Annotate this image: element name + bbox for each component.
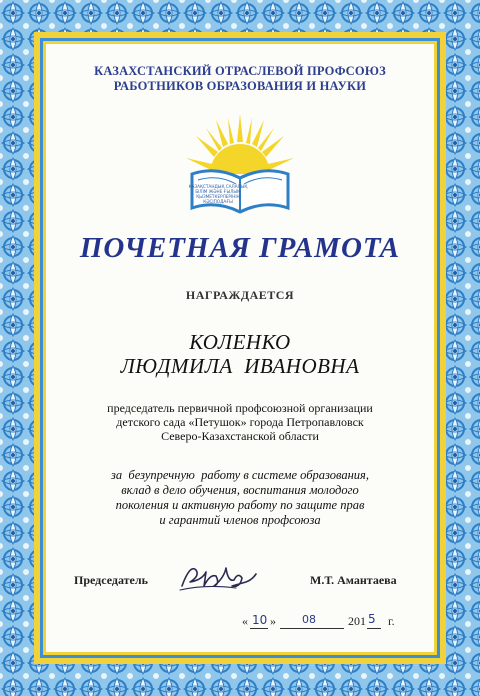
position-line-1: председатель первичной профсоюзной организации (107, 401, 373, 415)
sun-book-emblem-icon (178, 108, 302, 220)
organization-header (46, 64, 434, 94)
recipient-name (46, 330, 434, 378)
header-line-2: РАБОТНИКОВ ОБРАЗОВАНИЯ И НАУКИ (113, 79, 367, 93)
logo-text-3: ҚЫЗМЕТКЕРЛЕРІНІҢ (196, 194, 240, 199)
award-label: НАГРАЖДАЕТСЯ (185, 288, 295, 302)
position-line-3: Северо-Казахстанской области (161, 429, 319, 443)
header-line-1: КАЗАХСТАНСКИЙ ОТРАСЛЕВОЙ ПРОФСОЮЗ (94, 64, 386, 78)
reason-line-2: вклад в дело обучения, воспитания молодого (121, 483, 359, 497)
recipient-surname: КОЛЕНКО (189, 330, 291, 354)
logo-text-2: БІЛІМ ЖӘНЕ ҒЫЛЫМ (195, 189, 241, 194)
date-month: 08 (302, 613, 316, 626)
issue-date (238, 614, 418, 630)
reason-line-4: и гарантий членов профсоюза (159, 513, 321, 527)
handwritten-signature-icon (176, 560, 260, 594)
date-day: 10 (252, 613, 268, 627)
date-open-quote: « (242, 614, 248, 628)
chair-name: М.Т. Амантаева (310, 573, 397, 587)
certificate-title: ПОЧЕТНАЯ ГРАМОТА (79, 232, 401, 264)
chair-label: Председатель (74, 573, 148, 587)
position-line-2: детского сада «Петушок» города Петропавловск (116, 415, 364, 429)
date-year-prefix: 201 (348, 614, 366, 628)
reason-line-3: поколения и активную работу по защите прав (115, 498, 365, 512)
recipient-given-names: ЛЮДМИЛА ИВАНОВНА (120, 354, 360, 378)
date-suffix: г. (388, 614, 395, 628)
logo-text-4: КӘСІПОДАҒЫ (203, 199, 233, 204)
reason-line-1: за безупречную работу в системе образования, (111, 468, 369, 482)
logo-text-1: ҚАЗАҚСТАНДЫҚ САЛАЛЫҚ (188, 184, 248, 189)
date-year-digit: 5 (368, 612, 376, 626)
date-close-quote: » (270, 614, 276, 628)
recipient-position (46, 401, 434, 443)
award-reason (46, 468, 434, 528)
